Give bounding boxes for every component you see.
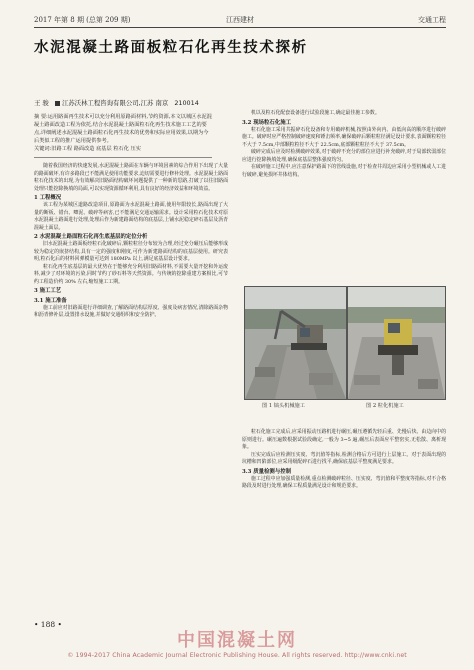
figure-panel <box>244 286 444 418</box>
body-paragraph: 机以及粒石化配套设备进行试验段施工,确定最佳施工参数。 <box>251 110 380 116</box>
affiliation-marker-icon <box>55 101 60 106</box>
body-paragraph: 该工程为某城区道路改造项目,原路面为水泥混凝土路面,使用年限较长,路面出现了大量的断板、错台、唧泥、破碎等病害,已不能满足交通运输需求。设计采用粒石化技术对原水泥混凝土路面进行处理,处理后作为新建路面结构的底基层,上铺水泥稳定碎石基层及沥青混凝土面层。 <box>34 202 228 231</box>
abstract-divider <box>34 157 212 158</box>
abstract <box>34 113 212 158</box>
header-journal: 江西建材 <box>226 16 254 24</box>
body-paragraph: 随着我国经济的快速发展,水泥混凝土路面在车辆与环境因素的综合作用下出现了大量的路面破坏,有许多路段已不能满足使用功能要求,迫切需要进行修补处理。水泥混凝土路面粒石化技术的出现,为有效解决旧路面结构破坏问题提供了一种新的思路,打破了以往旧路面处理只能挖除换填的局面,可以实现资源循环利用,具有良好的经济效益和环境效益。 <box>34 163 228 192</box>
figure-1-caption: 图 1 镐头机械施工 <box>262 403 305 409</box>
body-paragraph: 压实完成后应检测压实度、弯沉值等指标,检测合格后方可进行上层施工。对于表面出现的坑槽和凹陷部位,应采用级配碎石进行找平,确保底基层平整度满足要求。 <box>242 451 446 465</box>
section-heading: 3.1 施工准备 <box>34 297 67 304</box>
postcode: 210014 <box>174 99 199 107</box>
section-heading: 3.3 质量检测与控制 <box>242 468 291 475</box>
figure-2-caption: 图 2 粒化机施工 <box>366 403 404 409</box>
header-section: 交通工程 <box>418 16 446 24</box>
right-column-top <box>242 110 446 179</box>
body-paragraph: 粒石化施工采用共振碎石化设备和专用破碎机械,按照由外向内、由低向高的顺序进行破碎施工。破碎时应严格控制破碎速度和锤击频率,确保破碎后颗粒粒径满足设计要求,表面颗粒粒径不大于 7.5cm,中部颗粒粒径不大于 22.5cm,底部颗粒粒径不大于 37.5cm。 <box>242 126 446 148</box>
affiliation: 江苏沃林工程咨询有限公司,江苏 南京 <box>61 99 169 107</box>
body-paragraph: 在破碎施工过程中,应注意保护路面下的管线设施,对于检查井周边应采用小型机械或人工进行破碎,避免损坏井体结构。 <box>242 164 446 178</box>
body-paragraph: 旧水泥混凝土路面板经粒石化破碎后,颗粒粒径分布较为合理,经过充分碾压后能够形成较为稳定的嵌挤结构,具有一定的强度和刚度,可作为新建路面结构的底基层使用。研究表明,粒石化后的材料回弹模量可达到 180MPa 以上,满足底基层设计要求。 <box>34 241 228 263</box>
author: 王 骏 <box>34 99 49 107</box>
body-paragraph: 破碎完成后应及时检测破碎效果,对于破碎不充分的部位应进行补充破碎,对于局部软弱部位应进行挖除换填处理,确保底基层整体强度均匀。 <box>242 149 446 163</box>
abstract-text: 摘 要:运用路面再生技术可以充分利用原路面材料,节约资源,本文以城区水泥混凝土路面改造工程为依托,结合水泥混凝土路面粒石化再生技术施工工艺的要点,详细阐述水泥混凝土路面粒石化再生技术的优势和实际应用效果,以期为今后类似工程的推广运用提供参考。 <box>34 114 212 145</box>
left-column <box>34 163 228 320</box>
body-paragraph: 粒石化施工完成后,应采用振动压路机进行碾压,碾压遵循先轻后重、先慢后快、由边向中的原则进行。碾压遍数根据试验段确定,一般为 3~5 遍,碾压后表面应平整密实,无松散、离析现象。 <box>242 429 446 450</box>
running-header <box>34 13 446 28</box>
body-paragraph: 施工前应对旧路面进行详细调查,了解路面结构层厚度、强度及病害情况,清除路面杂物和沥青修补层,设置排水设施,并做好交通组织和安全防护。 <box>34 304 228 319</box>
body-paragraph: 施工过程中应加强质量检测,重点检测破碎粒径、压实度、弯沉值和平整度等指标,对不合格路段及时进行处理,确保工程质量满足设计和规范要求。 <box>242 475 446 490</box>
watermark: 中国混凝土网 <box>177 630 297 651</box>
body-paragraph: 粒石化再生底基层的最大优势在于能够充分利用旧路面材料,不需要大量开挖和外运废料,减少了对环境的污染,同时节约了砂石料等天然资源。与传统的挖除重建方案相比,可节约工程造价约 30% 左右,缩短施工工期。 <box>34 263 228 285</box>
header-issue: 2017 年第 8 期 (总第 209 期) <box>34 16 131 24</box>
section-heading: 1 工程概况 <box>34 195 62 201</box>
excavator-photo <box>244 286 347 400</box>
copyright-footer: © 1994-2017 China Academic Journal Electronic Publishing House. All rights reserved. http://www.cnki.net <box>67 652 407 659</box>
byline <box>34 98 199 107</box>
section-heading: 3.2 现场粒石化施工 <box>242 119 291 126</box>
particleizer-photo <box>347 286 446 400</box>
right-column-bottom <box>242 429 446 491</box>
section-heading: 2 水泥混凝土路面粒石化再生底基层的定位分析 <box>34 234 148 241</box>
article-title: 水泥混凝土路面板粒石化再生技术探析 <box>34 40 308 56</box>
section-heading: 3 施工工艺 <box>34 288 62 295</box>
keywords: 关键词:旧路工程 路面改造 底基层 粒石化 压实 <box>34 146 141 153</box>
page-number: • 188 • <box>34 620 62 629</box>
